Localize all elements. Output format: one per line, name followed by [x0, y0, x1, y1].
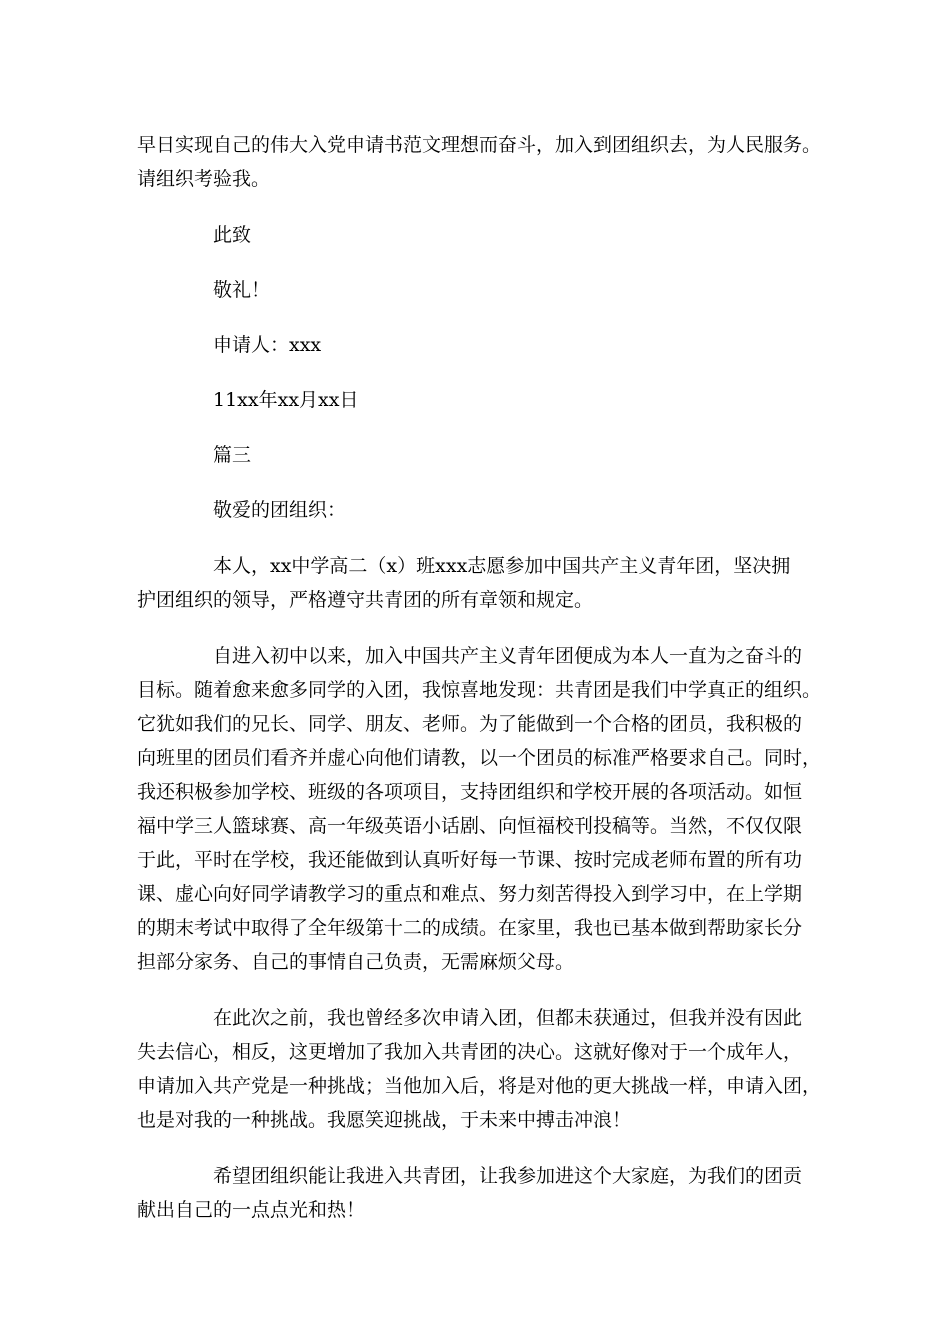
text-line: 篇三 — [213, 444, 252, 466]
document-page — [137, 128, 822, 1227]
text-line: 11xx年xx月xx日 — [213, 389, 359, 411]
text-line: 此致 — [213, 224, 252, 246]
text-line: 请组织考验我。 — [137, 168, 271, 190]
date-line — [137, 383, 817, 417]
text-line: 希望团组织能让我进入共青团，让我参加进这个大家庭，为我们的团贡 — [213, 1165, 803, 1187]
text-line: 失去信心，相反，这更增加了我加入共青团的决心。这就好像对于一个成年人， — [137, 1041, 803, 1063]
text-line: 献出自己的一点点光和热！ — [137, 1199, 366, 1221]
text-line: 目标。随着愈来愈多同学的入团，我惊喜地发现：共青团是我们中学真正的组织。 — [137, 679, 822, 701]
text-line: 早日实现自己的伟大入党申请书范文理想而奋斗，加入到团组织去，为人民服务。 — [137, 134, 822, 156]
text-line: 的期末考试中取得了全年级第十二的成绩。在家里，我也已基本做到帮助家长分 — [137, 917, 803, 939]
opening-paragraph — [137, 128, 822, 196]
text-line: 于此，平时在学校，我还能做到认真听好每一节课、按时完成老师布置的所有功 — [137, 849, 803, 871]
text-line: 也是对我的一种挑战。我愿笑迎挑战，于未来中搏击冲浪！ — [137, 1109, 632, 1131]
text-line: 申请加入共产党是一种挑战；当他加入后，将是对他的更大挑战一样，申请入团， — [137, 1075, 822, 1097]
text-line: 课、虚心向好同学请教学习的重点和难点、努力刻苦得投入到学习中，在上学期 — [137, 883, 803, 905]
text-line: 敬礼！ — [213, 279, 271, 301]
paragraph-2 — [137, 639, 822, 979]
applicant-line — [137, 328, 817, 362]
text-line: 担部分家务、自己的事情自己负责，无需麻烦父母。 — [137, 951, 575, 973]
greeting — [137, 493, 817, 527]
text-line: 敬爱的团组织： — [213, 499, 347, 521]
text-line: 本人，xx中学高二（x）班xxx志愿参加中国共产主义青年团，坚决拥 — [213, 555, 791, 577]
text-line: 护团组织的领导，严格遵守共青团的所有章领和规定。 — [137, 589, 594, 611]
text-line: 向班里的团员们看齐并虚心向他们请教，以一个团员的标准严格要求自己。同时， — [137, 747, 822, 769]
text-line: 自进入初中以来，加入中国共产主义青年团便成为本人一直为之奋斗的 — [213, 645, 803, 667]
section-title — [137, 438, 817, 472]
text-line: 我还积极参加学校、班级的各项项目，支持团组织和学校开展的各项活动。如恒 — [137, 781, 803, 803]
text-line: 它犹如我们的兄长、同学、朋友、老师。为了能做到一个合格的团员，我积极的 — [137, 713, 803, 735]
paragraph-4 — [137, 1159, 817, 1227]
paragraph-3 — [137, 1001, 822, 1137]
text-line: 申请人：xxx — [213, 334, 322, 356]
text-line: 在此次之前，我也曾经多次申请入团，但都未获通过，但我并没有因此 — [213, 1007, 803, 1029]
text-line: 福中学三人篮球赛、高一年级英语小话剧、向恒福校刊投稿等。当然，不仅仅限 — [137, 815, 803, 837]
closing-salutation-2 — [137, 273, 817, 307]
closing-salutation-1 — [137, 218, 817, 252]
paragraph-1 — [137, 549, 817, 617]
